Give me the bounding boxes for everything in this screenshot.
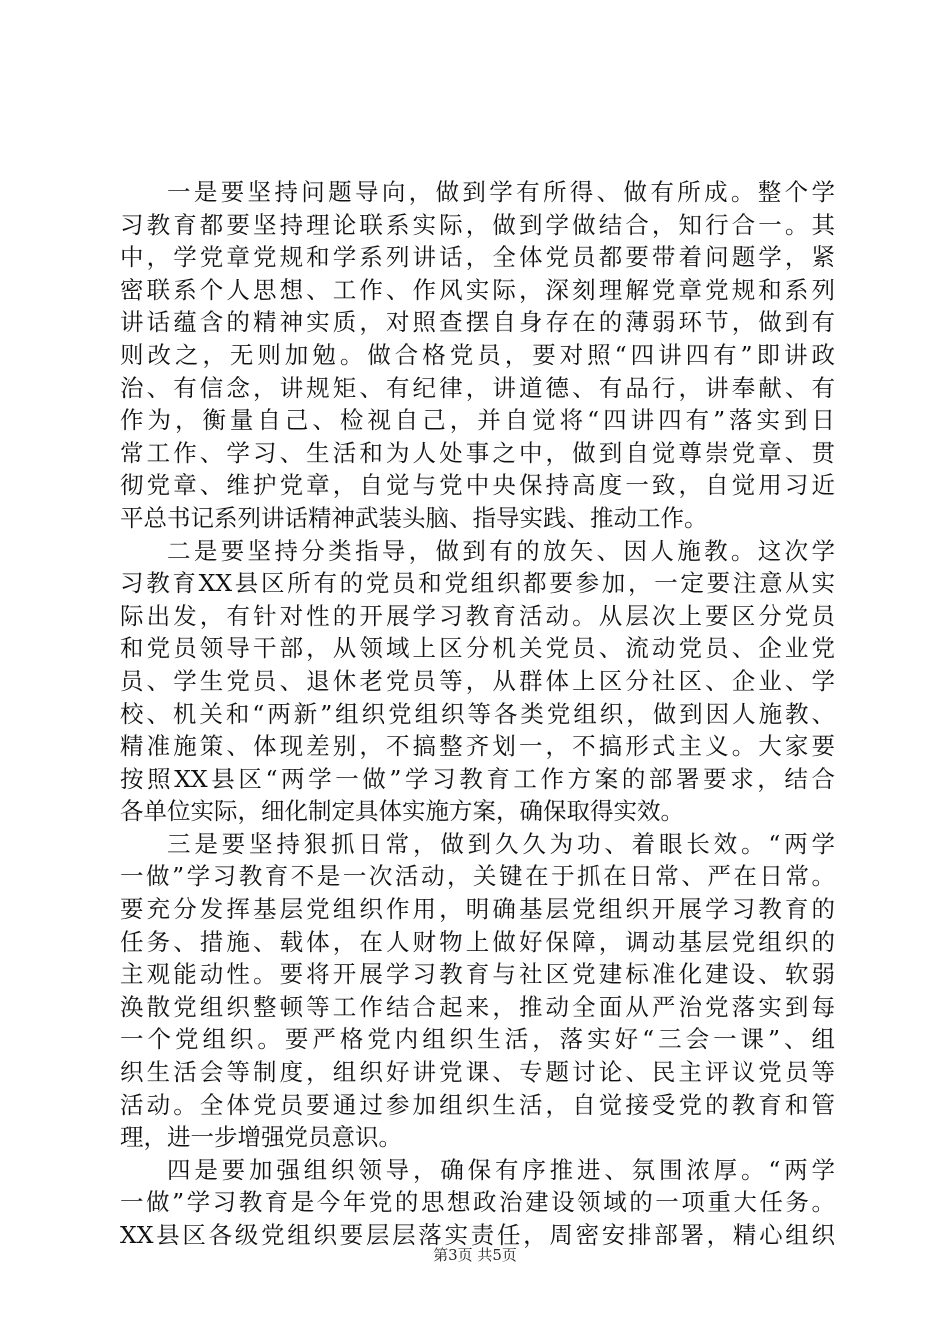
text-line: 校、机关和“两新”组织党组织等各类党组织，做到因人施教、 bbox=[120, 699, 835, 728]
text-line: 习教育XX县区所有的党员和党组织都要参加，一定要注意从实 bbox=[120, 569, 835, 598]
text-line: 治、有信念，讲规矩、有纪律，讲道德、有品行，讲奉献、有 bbox=[120, 373, 835, 402]
text-line: 四是要加强组织领导，确保有序推进、氛围浓厚。“两学 bbox=[167, 1155, 835, 1184]
text-line: 按照XX县区“两学一做”学习教育工作方案的部署要求，结合 bbox=[120, 764, 835, 793]
text-line: 一做”学习教育是今年党的思想政治建设领域的一项重大任务。 bbox=[120, 1188, 835, 1217]
text-line: 彻党章、维护党章，自觉与党中央保持高度一致，自觉用习近 bbox=[120, 471, 835, 500]
text-line: 任务、措施、载体，在人财物上做好保障，调动基层党组织的 bbox=[120, 927, 835, 956]
text-line: 理，进一步增强党员意识。 bbox=[120, 1123, 402, 1152]
text-line: 涣散党组织整顿等工作结合起来，推动全面从严治党落实到每 bbox=[120, 992, 835, 1021]
text-line: 三是要坚持狠抓日常，做到久久为功、着眼长效。“两学 bbox=[167, 829, 835, 858]
text-line: XX县区各级党组织要层层落实责任，周密安排部署，精心组织 bbox=[120, 1221, 835, 1249]
document-body bbox=[120, 176, 835, 1252]
text-line: 际出发，有针对性的开展学习教育活动。从层次上要区分党员 bbox=[120, 601, 835, 630]
text-line: 一个党组织。要严格党内组织生活，落实好“三会一课”、组 bbox=[120, 1025, 835, 1054]
text-line: 作为，衡量自己、检视自己，并自觉将“四讲四有”落实到日 bbox=[120, 406, 835, 435]
text-line: 活动。全体党员要通过参加组织生活，自觉接受党的教育和管 bbox=[120, 1090, 835, 1119]
text-line: 平总书记系列讲话精神武装头脑、指导实践、推动工作。 bbox=[120, 503, 708, 532]
text-line: 二是要坚持分类指导，做到有的放矢、因人施教。这次学 bbox=[167, 536, 835, 565]
text-line: 讲话蕴含的精神实质，对照查摆自身存在的薄弱环节，做到有 bbox=[120, 308, 835, 337]
text-line: 精准施策、体现差别，不搞整齐划一，不搞形式主义。大家要 bbox=[120, 732, 835, 761]
text-line: 和党员领导干部，从领域上区分机关党员、流动党员、企业党 bbox=[120, 634, 835, 663]
text-line: 一是要坚持问题导向，做到学有所得、做有所成。整个学 bbox=[167, 178, 835, 206]
text-line: 一做”学习教育不是一次活动，关键在于抓在日常、严在日常。 bbox=[120, 862, 835, 891]
text-line: 要充分发挥基层党组织作用，明确基层党组织开展学习教育的 bbox=[120, 895, 835, 924]
text-line: 织生活会等制度，组织好讲党课、专题讨论、民主评议党员等 bbox=[120, 1058, 835, 1087]
text-line: 各单位实际，细化制定具体实施方案，确保取得实效。 bbox=[120, 797, 684, 826]
text-line: 主观能动性。要将开展学习教育与社区党建标准化建设、软弱 bbox=[120, 960, 835, 989]
text-line: 习教育都要坚持理论联系实际，做到学做结合，知行合一。其 bbox=[120, 210, 835, 239]
text-line: 员、学生党员、退休老党员等，从群体上区分社区、企业、学 bbox=[120, 666, 835, 695]
text-line: 中，学党章党规和学系列讲话，全体党员都要带着问题学，紧 bbox=[120, 243, 835, 272]
text-line: 常工作、学习、生活和为人处事之中，做到自觉尊崇党章、贯 bbox=[120, 438, 835, 467]
text-line: 则改之，无则加勉。做合格党员，要对照“四讲四有”即讲政 bbox=[120, 340, 835, 369]
text-line: 密联系个人思想、工作、作风实际，深刻理解党章党规和系列 bbox=[120, 275, 835, 304]
page-footer: 第3页 共5页 bbox=[433, 1246, 517, 1264]
